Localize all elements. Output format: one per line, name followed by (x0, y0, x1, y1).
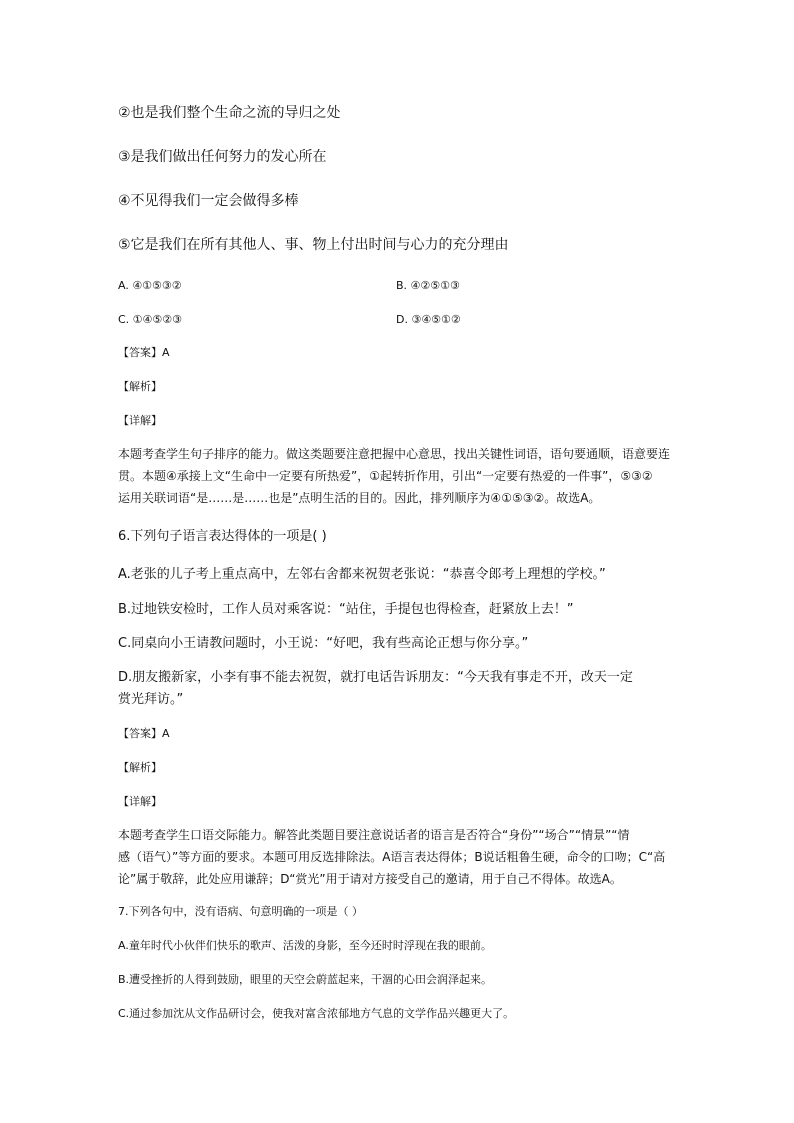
q6-explanation-line: 感（语气）”等方面的要求。本题可用反选排除法。A语言表达得体；B说话粗鲁生硬，命令的口吻；C“高 (118, 850, 666, 864)
q5-explanation (118, 443, 678, 509)
ordering-item-4: ④不见得我们一定会做得多棒 (118, 193, 299, 209)
q6-question: 6.下列句子语言表达得体的一项是( ) (118, 529, 327, 544)
q6-explanation (118, 824, 678, 890)
q6-analysis-heading: 【解析】 (118, 761, 162, 774)
q7-option-a: A.童年时代小伙伴们快乐的歌声、活泼的身影，至今还时时浮现在我的眼前。 (118, 939, 492, 952)
q6-option-a: A.老张的儿子考上重点高中，左邻右舍都来祝贺老张说：“恭喜令郎考上理想的学校。” (118, 567, 606, 582)
q5-explanation-line: 运用关联词语“是……是……也是”点明生活的目的。因此，排列顺序为④①⑤③②。故选A。 (118, 491, 601, 505)
q6-detail-heading: 【详解】 (118, 795, 162, 808)
q5-explanation-line: 本题考查学生句子排序的能力。做这类题要注意把握中心意思，找出关键性词语，语句要通顺，语意要连 (118, 447, 671, 461)
q5-option-b: B. ④②⑤①③ (396, 279, 460, 292)
q5-analysis-heading: 【解析】 (118, 380, 162, 393)
q6-option-c: C.同桌向小王请教问题时，小王说：“好吧，我有些高论正想与你分享。” (118, 636, 529, 651)
ordering-item-5: ⑤它是我们在所有其他人、事、物上付出时间与心力的充分理由 (118, 237, 509, 253)
q5-answer: 【答案】A (118, 346, 170, 359)
q7-question: 7.下列各句中，没有语病、句意明确的一项是（ ） (118, 905, 363, 918)
q5-option-a: A. ④①⑤③② (118, 279, 182, 292)
q6-answer: 【答案】A (118, 727, 170, 740)
ordering-item-3: ③是我们做出任何努力的发心所在 (118, 149, 327, 165)
q6-explanation-line: 论”属于敬辞，此处应用谦辞；D“赏光”用于请对方接受自己的邀请，用于自己不得体。故选A。 (118, 872, 622, 886)
q6-option-d-continued: 赏光拜访。” (118, 692, 184, 707)
q7-option-b: B.遭受挫折的人得到鼓励，眼里的天空会蔚蓝起来，干涸的心田会润泽起来。 (118, 973, 493, 986)
q5-explanation-line: 贯。本题④承接上文“生命中一定要有所热爱”，①起转折作用，引出“一定要有热爱的一件事”，⑤③② (118, 469, 653, 483)
q7-option-c: C.通过参加沈从文作品研讨会，使我对富含浓郁地方气息的文学作品兴趣更大了。 (118, 1007, 515, 1020)
ordering-item-2: ②也是我们整个生命之流的导归之处 (118, 105, 341, 121)
q6-option-d: D.朋友搬新家，小李有事不能去祝贺，就打电话告诉朋友：“今天我有事走不开，改天一定 (118, 670, 633, 685)
q6-explanation-line: 本题考查学生口语交际能力。解答此类题目要注意说话者的语言是否符合“身份”“场合”“情景”“情 (118, 828, 630, 842)
q5-option-c: C. ①④⑤②③ (118, 313, 182, 326)
q5-option-d: D. ③④⑤①② (396, 313, 461, 326)
q5-detail-heading: 【详解】 (118, 414, 162, 427)
q6-option-b: B.过地铁安检时，工作人员对乘客说：“站住，手提包也得检查，赶紧放上去！” (118, 602, 574, 617)
